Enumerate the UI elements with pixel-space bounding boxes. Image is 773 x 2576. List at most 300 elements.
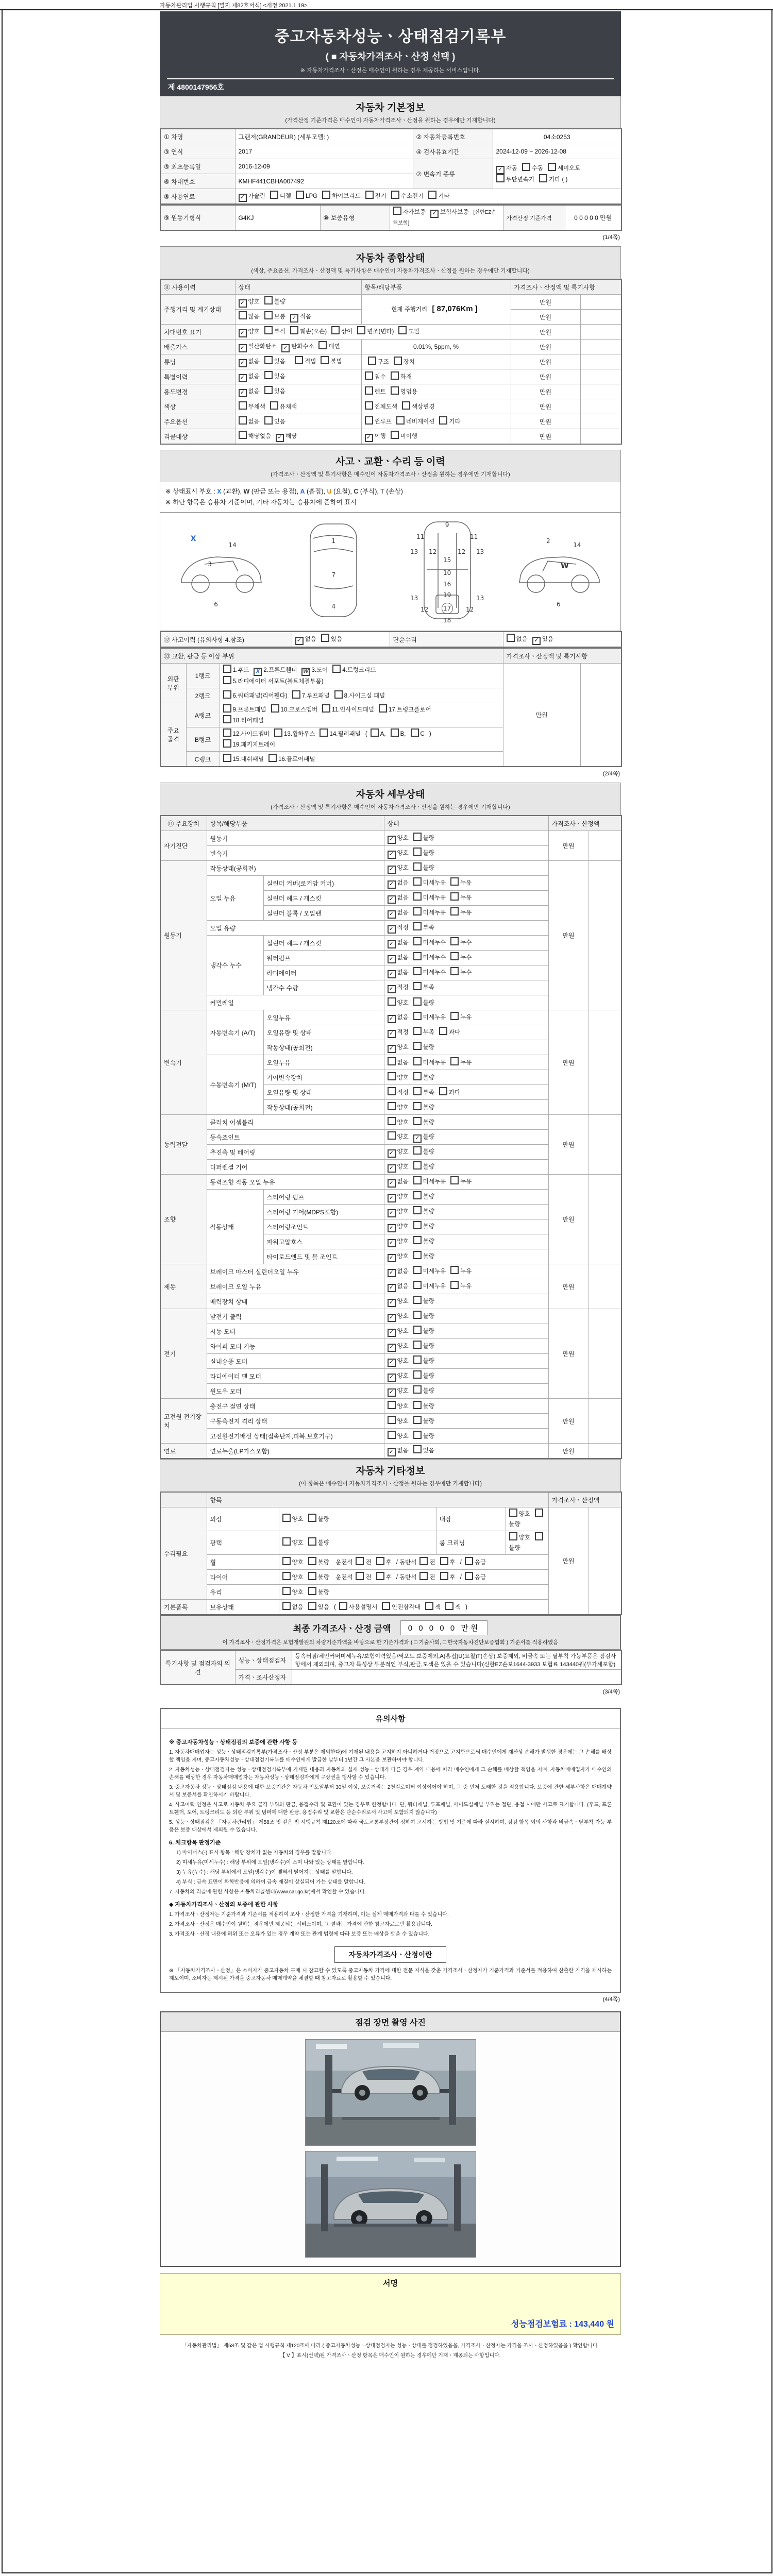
detail-state-table-table — [160, 815, 622, 1459]
checkbox-label: 불량 — [423, 1253, 434, 1260]
checkbox[interactable] — [413, 1266, 422, 1274]
table-cell: 특기사항 및 점검자의 의견 — [160, 1650, 235, 1685]
checkbox[interactable]: ✓ — [388, 1284, 396, 1292]
checkbox-label: 있음 — [274, 418, 285, 425]
checkbox[interactable] — [376, 1572, 384, 1580]
checkbox-label: 2.프론트휀더 — [263, 667, 297, 673]
table-cell: 작동상태 — [207, 1190, 263, 1264]
diagram-mark-14: 14 — [573, 541, 581, 549]
checkbox-group-cell — [384, 861, 548, 876]
checkbox[interactable]: ✓ — [388, 1149, 396, 1158]
checkbox-group-cell — [384, 980, 548, 995]
checkbox[interactable]: ✓ — [388, 1224, 396, 1232]
checkbox[interactable]: ✓ — [388, 1045, 396, 1053]
checkbox[interactable]: ✓ — [388, 836, 396, 844]
table-cell: 작동상태(공회전) — [207, 861, 384, 876]
section-overall-subtitle: (색상, 주요옵션, 가격조사ㆍ산정액 및 특기사항은 매수인이 자동차가격조사ㆍ산정을 원하는 경우에만 기재합니다) — [251, 268, 530, 274]
checkbox[interactable] — [264, 326, 273, 334]
checkbox[interactable]: ✓ — [388, 1329, 396, 1337]
section-overall-band — [160, 246, 621, 279]
table-cell: 04소0253 — [493, 129, 621, 144]
checkbox[interactable] — [439, 416, 447, 425]
checkbox[interactable] — [308, 1557, 316, 1565]
checkbox[interactable] — [413, 1296, 422, 1304]
paragraph: 「자동차관리법」 제58조 및 같은 법 시행규칙 제120조에 따라 ( 중고자동차성능ㆍ상태점검자는 성능ㆍ상태를 점검하였음을, 가격조사ㆍ산정자는 가격을 조사ㆍ산정하였음을 ) 확인합니다. — [181, 2343, 599, 2349]
paragraph: 【 V 】표시(선택)된 가격조사ㆍ산정 항목은 매수인이 원하는 경우에만 기재ㆍ제공되는 사항입니다. — [280, 2353, 501, 2359]
checkbox[interactable]: ✓ — [388, 1194, 396, 1202]
table-cell — [580, 340, 621, 354]
checkbox[interactable] — [413, 1251, 422, 1259]
diagram-mark-11: 11 — [469, 533, 478, 540]
checkbox[interactable] — [450, 907, 459, 916]
checkbox[interactable] — [388, 1102, 396, 1110]
final-price-label: 최종 가격조사ㆍ산정 금액 — [293, 1624, 391, 1634]
checkbox[interactable]: ✓ — [239, 194, 247, 202]
table-cell: ⑨ 원동기형식 — [160, 205, 235, 230]
checkbox[interactable] — [413, 1311, 422, 1319]
checkbox[interactable] — [413, 1370, 422, 1379]
checkbox[interactable] — [419, 1557, 428, 1565]
checkbox[interactable] — [413, 922, 422, 930]
checkbox[interactable] — [428, 191, 436, 199]
checkbox-label: 양호 — [397, 1328, 409, 1334]
table-row — [160, 1264, 621, 1279]
checkbox[interactable] — [539, 174, 547, 182]
checkbox[interactable]: ✓ — [365, 434, 373, 442]
section-accident-title: 사고ㆍ교환ㆍ수리 등 이력 — [335, 456, 445, 467]
checkbox[interactable]: ✓ — [388, 940, 396, 948]
checkbox-label: 14.필러패널 — [329, 731, 361, 737]
checkbox[interactable]: ✓ — [430, 210, 439, 218]
checkbox[interactable] — [365, 191, 374, 199]
checkbox[interactable] — [413, 1176, 422, 1184]
checkbox-group-cell — [384, 1145, 548, 1160]
checkbox[interactable] — [450, 892, 459, 901]
checkbox[interactable] — [322, 704, 330, 713]
checkbox[interactable]: ✓ — [276, 434, 284, 442]
car-damage-diagrams — [160, 513, 621, 631]
checkbox[interactable]: ✓ — [388, 1388, 396, 1397]
checkbox[interactable]: ✓ — [388, 1314, 396, 1322]
checkbox[interactable] — [339, 1602, 347, 1610]
table-cell: 만원 — [511, 354, 580, 369]
checkbox[interactable]: ✓ — [388, 1164, 396, 1173]
checkbox[interactable] — [450, 967, 459, 975]
checkbox[interactable]: ✓ — [388, 1015, 396, 1023]
checkbox[interactable] — [290, 326, 298, 334]
checkbox[interactable]: ✓ — [388, 1209, 396, 1217]
checkbox[interactable]: ✓ — [290, 314, 298, 323]
checkbox[interactable] — [318, 341, 327, 349]
checkbox[interactable] — [413, 1012, 422, 1020]
checkbox[interactable] — [388, 1087, 396, 1095]
checkbox[interactable] — [282, 1514, 291, 1522]
checkbox-label: 상이 — [341, 329, 353, 335]
checkbox[interactable]: ✓ — [388, 851, 396, 859]
checkbox[interactable]: ✓ — [281, 344, 290, 352]
checkbox[interactable] — [282, 1537, 291, 1546]
checkbox[interactable] — [223, 676, 231, 684]
checkbox[interactable] — [419, 1572, 428, 1580]
checkbox[interactable] — [394, 357, 402, 365]
checkbox[interactable]: ✓ — [239, 374, 247, 382]
checkbox[interactable] — [270, 401, 278, 410]
checkbox[interactable] — [223, 715, 231, 723]
checkbox[interactable]: ✓ — [388, 970, 396, 978]
checkbox-label: 전체도색 — [374, 403, 397, 410]
checkbox[interactable]: ✓ — [239, 329, 247, 337]
checkbox[interactable] — [308, 1537, 316, 1546]
checkbox[interactable] — [239, 431, 247, 439]
checkbox[interactable] — [388, 1072, 396, 1080]
checkbox[interactable] — [450, 877, 459, 886]
checkbox[interactable]: ✓ — [388, 985, 396, 993]
table-row — [160, 664, 621, 688]
checkbox[interactable] — [413, 1191, 422, 1199]
section-detail-band — [160, 783, 621, 815]
checkbox[interactable] — [365, 401, 373, 410]
final-price-block — [160, 1615, 621, 1650]
checkbox[interactable] — [391, 431, 399, 439]
checkbox[interactable] — [365, 371, 373, 380]
checkbox-label: 누유 — [460, 1059, 472, 1066]
checkbox[interactable] — [223, 728, 231, 737]
checkbox[interactable] — [308, 1572, 316, 1580]
checkbox[interactable] — [413, 1146, 422, 1155]
checkbox[interactable] — [308, 1587, 316, 1595]
checkbox[interactable] — [264, 416, 273, 425]
checkbox[interactable] — [413, 1236, 422, 1244]
checkbox[interactable] — [282, 1557, 291, 1565]
checkbox[interactable]: ✓ — [388, 1359, 396, 1367]
checkbox[interactable] — [413, 1072, 422, 1080]
checkbox-group-cell — [384, 1085, 548, 1100]
checkbox[interactable] — [413, 877, 422, 886]
checkbox-label: 1.후드 — [232, 667, 249, 673]
checkbox[interactable] — [223, 739, 231, 748]
checkbox[interactable] — [413, 997, 422, 1006]
paragraph: 4. 사고이력 인정은 사고로 자동차 주요 골격 부위의 판금, 용접수리 및 교환이 있는 경우로 한정합니다. 단, 쿼터패널, 루프패널, 사이드실패널 부위는 절단, 용접 시에만 사고로 표기합니다. (후드, 프론트휀더, 도어, 트렁크리드 등 외판 부위 및 범퍼에 대한 판금, 용접수리 및 교환은 단순수리로서 사고에 포함되지 않습니다) — [169, 1802, 612, 1816]
checkbox[interactable] — [413, 1161, 422, 1170]
checkbox[interactable]: ✓ — [388, 1254, 396, 1262]
checkbox[interactable]: X — [254, 668, 262, 676]
checkbox-label: 불량 — [423, 865, 434, 871]
checkbox-group-cell — [279, 1507, 436, 1531]
checkbox[interactable] — [296, 191, 304, 199]
checkbox[interactable]: ✓ — [388, 1448, 396, 1456]
checkbox-label: 전 — [429, 1574, 435, 1581]
checkbox[interactable]: ✓ — [388, 1239, 396, 1247]
checkbox[interactable] — [413, 952, 422, 960]
checkbox-label: 미세누유 — [423, 1179, 446, 1185]
checkbox[interactable] — [371, 728, 379, 737]
checkbox[interactable] — [396, 416, 405, 425]
checkbox-label: 8.사이드실 패널 — [344, 692, 385, 699]
checkbox[interactable] — [322, 191, 330, 199]
section-basic-info-band — [160, 96, 621, 128]
checkbox[interactable] — [465, 1557, 473, 1565]
checkbox[interactable] — [295, 356, 303, 364]
checkbox-label: 침수 — [374, 374, 386, 380]
checkbox[interactable] — [413, 862, 422, 871]
table-cell: ⑬ 교환, 판금 등 이상 부위 — [160, 648, 503, 664]
checkbox[interactable]: ✓ — [388, 1269, 396, 1277]
checkbox-label: 없음 — [397, 1179, 409, 1185]
diagram-side-left-view — [169, 518, 272, 623]
checkbox-label: 잭 — [455, 1604, 461, 1611]
checkbox[interactable] — [425, 1602, 433, 1610]
table-cell: 보유상태 — [207, 1600, 279, 1615]
checkbox[interactable] — [270, 191, 278, 199]
checkbox[interactable] — [413, 982, 422, 990]
checkbox[interactable] — [509, 1532, 517, 1540]
table-cell — [589, 1399, 621, 1444]
checkbox[interactable] — [223, 690, 231, 699]
checkbox[interactable] — [391, 728, 399, 737]
checkbox[interactable] — [496, 174, 505, 182]
signature-box[interactable] — [160, 2273, 621, 2335]
checkbox[interactable] — [509, 1509, 517, 1517]
checkbox[interactable] — [282, 1572, 291, 1580]
checkbox[interactable] — [413, 1117, 422, 1125]
checkbox[interactable] — [223, 665, 231, 673]
checkbox[interactable] — [413, 1281, 422, 1289]
checkbox[interactable] — [440, 1557, 448, 1565]
checkbox-group-cell — [235, 295, 361, 310]
table-cell: 실린더 헤드 / 개스킷 — [263, 936, 384, 951]
checkbox[interactable]: ✓ — [496, 166, 505, 174]
diagram-mark-12: 12 — [465, 606, 474, 614]
checkbox[interactable] — [388, 1117, 396, 1125]
paragraph: 5. 성능ㆍ상태점검은 「자동차관리법」 제58조 및 같은 법 시행규칙 제120조에 따라 국토교통부장관이 정하여 고시하는 방법 및 기준에 따라 실시하며, 점검 항목 외의 사항과 비금속ㆍ탈부착 가능 부품은 보증 대상에서 제외될 수 있습니다. — [169, 1820, 612, 1833]
checkbox-label: 탄화수소 — [291, 344, 314, 350]
checkbox-label: 없음 — [397, 1268, 409, 1275]
checkbox[interactable] — [282, 1602, 291, 1610]
table-cell: 자동변속기 (A/T) — [207, 1010, 263, 1055]
checkbox[interactable] — [264, 386, 273, 394]
form-reference-text: 자동차관리법 시행규칙 [별지 제82호서식] <개정 2021.1.19> — [160, 3, 308, 9]
checkbox[interactable] — [388, 1131, 396, 1140]
checkbox[interactable] — [331, 326, 340, 334]
checkbox[interactable] — [535, 1532, 543, 1540]
checkbox[interactable] — [334, 690, 343, 699]
checkbox[interactable] — [413, 1431, 422, 1439]
checkbox[interactable] — [308, 1602, 316, 1610]
checkbox[interactable] — [239, 311, 247, 319]
checkbox[interactable]: ✓ — [388, 866, 396, 874]
price-survey-definition-box — [169, 1946, 612, 1963]
checkbox[interactable] — [223, 754, 231, 762]
paragraph: 2. 자동차성능ㆍ상태점검자는 성능ㆍ상태점검기록부에 기재된 내용과 자동차의 실제 성능ㆍ상태가 다른 경우 계약 내용에 따라 매수인에게 그 손해를 배상할 책임을 지며, 자동차매매업자가 매수인의 손해를 배상한 경우 자동차매매업자는 자동차성능ㆍ상태점검자에게 구상권을 행사할 수 있습니다. — [169, 1767, 612, 1781]
checkbox[interactable] — [411, 728, 419, 737]
checkbox[interactable]: ✓ — [388, 1030, 396, 1038]
checkbox[interactable] — [264, 296, 273, 304]
checkbox[interactable] — [413, 1355, 422, 1364]
table-cell — [589, 1264, 621, 1309]
checkbox[interactable]: ✓ — [388, 955, 396, 963]
checkbox[interactable] — [450, 937, 459, 945]
checkbox[interactable] — [413, 1057, 422, 1065]
checkbox[interactable] — [413, 967, 422, 975]
checkbox[interactable] — [398, 326, 407, 334]
checkbox[interactable] — [357, 326, 365, 334]
table-cell: 가격조사ㆍ산정액 및 특기사항 — [511, 279, 621, 295]
diagram-mark-16: 16 — [443, 581, 451, 588]
checkbox[interactable] — [402, 401, 410, 410]
checkbox[interactable]: ✓ — [388, 925, 396, 934]
table-cell: 전기 — [160, 1309, 207, 1399]
table-cell: 실린더 헤드 / 개스킷 — [263, 891, 384, 906]
checkbox[interactable] — [439, 1027, 447, 1035]
checkbox[interactable]: ✓ — [388, 910, 396, 919]
checkbox[interactable]: ✓ — [388, 1344, 396, 1352]
checkbox[interactable] — [507, 634, 515, 642]
checkbox[interactable]: ✓ — [388, 895, 396, 904]
checkbox[interactable] — [382, 1602, 390, 1610]
checkbox[interactable] — [292, 690, 300, 699]
checkbox[interactable] — [368, 357, 376, 365]
checkbox[interactable] — [413, 1326, 422, 1334]
checkbox-label: 없음 — [397, 880, 409, 886]
checkbox[interactable] — [548, 163, 556, 171]
checkbox[interactable] — [413, 848, 422, 856]
checkbox[interactable] — [393, 207, 401, 215]
group-text: / — [460, 1574, 462, 1581]
checkbox[interactable] — [282, 1587, 291, 1595]
checkbox[interactable]: ✓ — [239, 299, 247, 308]
table-cell: 리콜대상 — [160, 429, 235, 445]
table-cell: 성능ㆍ상태점검자 — [235, 1650, 292, 1670]
checkbox-label: 누유 — [460, 910, 472, 916]
checkbox[interactable]: ✓ — [239, 359, 247, 367]
checkbox[interactable] — [365, 416, 373, 425]
checkbox[interactable]: ✓ — [388, 1179, 396, 1188]
checkbox[interactable] — [388, 1057, 396, 1065]
table-cell: 커먼레일 — [207, 995, 384, 1010]
checkbox[interactable] — [413, 892, 422, 901]
checkbox[interactable] — [264, 371, 273, 379]
checkbox[interactable] — [440, 1572, 448, 1580]
checkbox[interactable] — [264, 311, 273, 319]
checkbox[interactable]: ✓ — [295, 637, 304, 645]
checkbox-label: 매연 — [328, 344, 340, 350]
checkbox[interactable] — [413, 1027, 422, 1035]
detail-state-table — [160, 815, 621, 1459]
inspector-remarks-table — [160, 1650, 621, 1685]
checkbox[interactable] — [274, 728, 282, 737]
checkbox[interactable] — [413, 1221, 422, 1229]
checkbox[interactable] — [413, 1341, 422, 1349]
checkbox[interactable] — [450, 1057, 459, 1065]
checkbox[interactable]: W — [301, 668, 310, 676]
checkbox[interactable] — [413, 1416, 422, 1424]
checkbox[interactable] — [388, 997, 396, 1006]
checkbox[interactable] — [356, 1557, 364, 1565]
checkbox[interactable] — [413, 1102, 422, 1110]
diagram-mark-12: 12 — [428, 548, 437, 555]
group-text: / 동반석 — [396, 1559, 417, 1566]
table-cell: 기본품목 — [160, 1600, 207, 1615]
checkbox-group-cell — [384, 1294, 548, 1309]
checkbox[interactable]: ✓ — [239, 344, 247, 352]
checkbox[interactable] — [388, 1431, 396, 1439]
checkbox[interactable] — [450, 1266, 459, 1274]
checkbox[interactable] — [271, 704, 279, 713]
checkbox[interactable] — [379, 704, 387, 713]
checkbox[interactable] — [321, 634, 329, 642]
checkbox[interactable] — [388, 1401, 396, 1409]
paragraph: 1) 마이너스(-) 표시 항목 : 해당 장치가 없는 자동차의 경우를 말합니다. — [176, 1850, 333, 1856]
checkbox[interactable] — [391, 191, 399, 199]
checkbox[interactable] — [450, 1176, 459, 1184]
checkbox[interactable]: ✓ — [532, 637, 541, 645]
checkbox[interactable]: ✓ — [239, 389, 247, 397]
checkbox[interactable]: ✓ — [413, 1134, 422, 1143]
checkbox[interactable] — [391, 386, 399, 395]
checkbox[interactable] — [465, 1572, 473, 1580]
document-subtitle: ( ■ 자동차가격조사ㆍ산정 선택 ) — [325, 52, 456, 62]
checkbox-label: 세미오토 — [557, 165, 581, 172]
checkbox[interactable] — [332, 665, 341, 673]
checkbox[interactable] — [445, 1602, 453, 1610]
table-row — [160, 325, 621, 340]
checkbox[interactable] — [413, 1042, 422, 1050]
checkbox[interactable] — [239, 416, 247, 425]
checkbox[interactable] — [320, 728, 328, 737]
checkbox[interactable] — [223, 704, 231, 713]
price-survey-definition-text: ※ 「자동차가격조사ㆍ산정」은 소비자가 중고자동차 구매 시 참고할 수 있도록 중고자동차 가격에 대한 전문 지식을 갖춘 가격조사ㆍ산정자가 기준가격과 기준서를 적용하여 산출한 가격을 제시하는 제도이며, 소비자는 제시된 가격을 중고자동차 매매계약을 체결할 때 참고자료로 활용할 수 있습니다. — [169, 1968, 612, 1981]
checkbox[interactable]: ✓ — [388, 1374, 396, 1382]
checkbox[interactable] — [388, 1416, 396, 1424]
checkbox[interactable] — [535, 1509, 543, 1517]
checkbox[interactable] — [413, 1445, 422, 1453]
checkbox[interactable] — [413, 1401, 422, 1409]
checkbox[interactable] — [264, 356, 273, 364]
checkbox[interactable] — [321, 356, 329, 364]
checkbox[interactable] — [413, 1206, 422, 1214]
table-cell: 만원 — [548, 1444, 589, 1459]
checkbox[interactable] — [450, 952, 459, 960]
checkbox[interactable] — [413, 1087, 422, 1095]
checkbox-group-cell — [384, 1160, 548, 1175]
checkbox[interactable] — [450, 1281, 459, 1289]
checkbox[interactable]: ✓ — [388, 880, 396, 889]
checkbox-label: 미세누유 — [423, 1283, 446, 1290]
checkbox[interactable]: ✓ — [388, 1299, 396, 1307]
checkbox[interactable] — [268, 754, 277, 762]
checkbox[interactable] — [365, 386, 373, 395]
checkbox-label: LPG — [306, 193, 318, 199]
checkbox[interactable] — [413, 833, 422, 841]
checkbox-label: 후 — [385, 1574, 392, 1581]
checkbox[interactable] — [376, 1557, 384, 1565]
checkbox[interactable] — [391, 371, 399, 380]
checkbox[interactable] — [439, 1087, 447, 1095]
checkbox[interactable] — [450, 1012, 459, 1020]
table-cell: ⑧ 사용연료 — [160, 189, 235, 205]
checkbox-label: 양호 — [518, 1535, 530, 1541]
checkbox[interactable] — [308, 1514, 316, 1522]
checkbox-label: 도말 — [408, 329, 420, 335]
checkbox[interactable] — [356, 1572, 364, 1580]
checkbox[interactable] — [522, 163, 530, 171]
checkbox[interactable] — [239, 401, 247, 410]
checkbox[interactable] — [413, 1385, 422, 1394]
checkbox-label: 구조 — [377, 359, 389, 365]
checkbox[interactable] — [413, 907, 422, 916]
checkbox-label: 불량 — [423, 1418, 434, 1425]
checkbox[interactable] — [413, 937, 422, 945]
